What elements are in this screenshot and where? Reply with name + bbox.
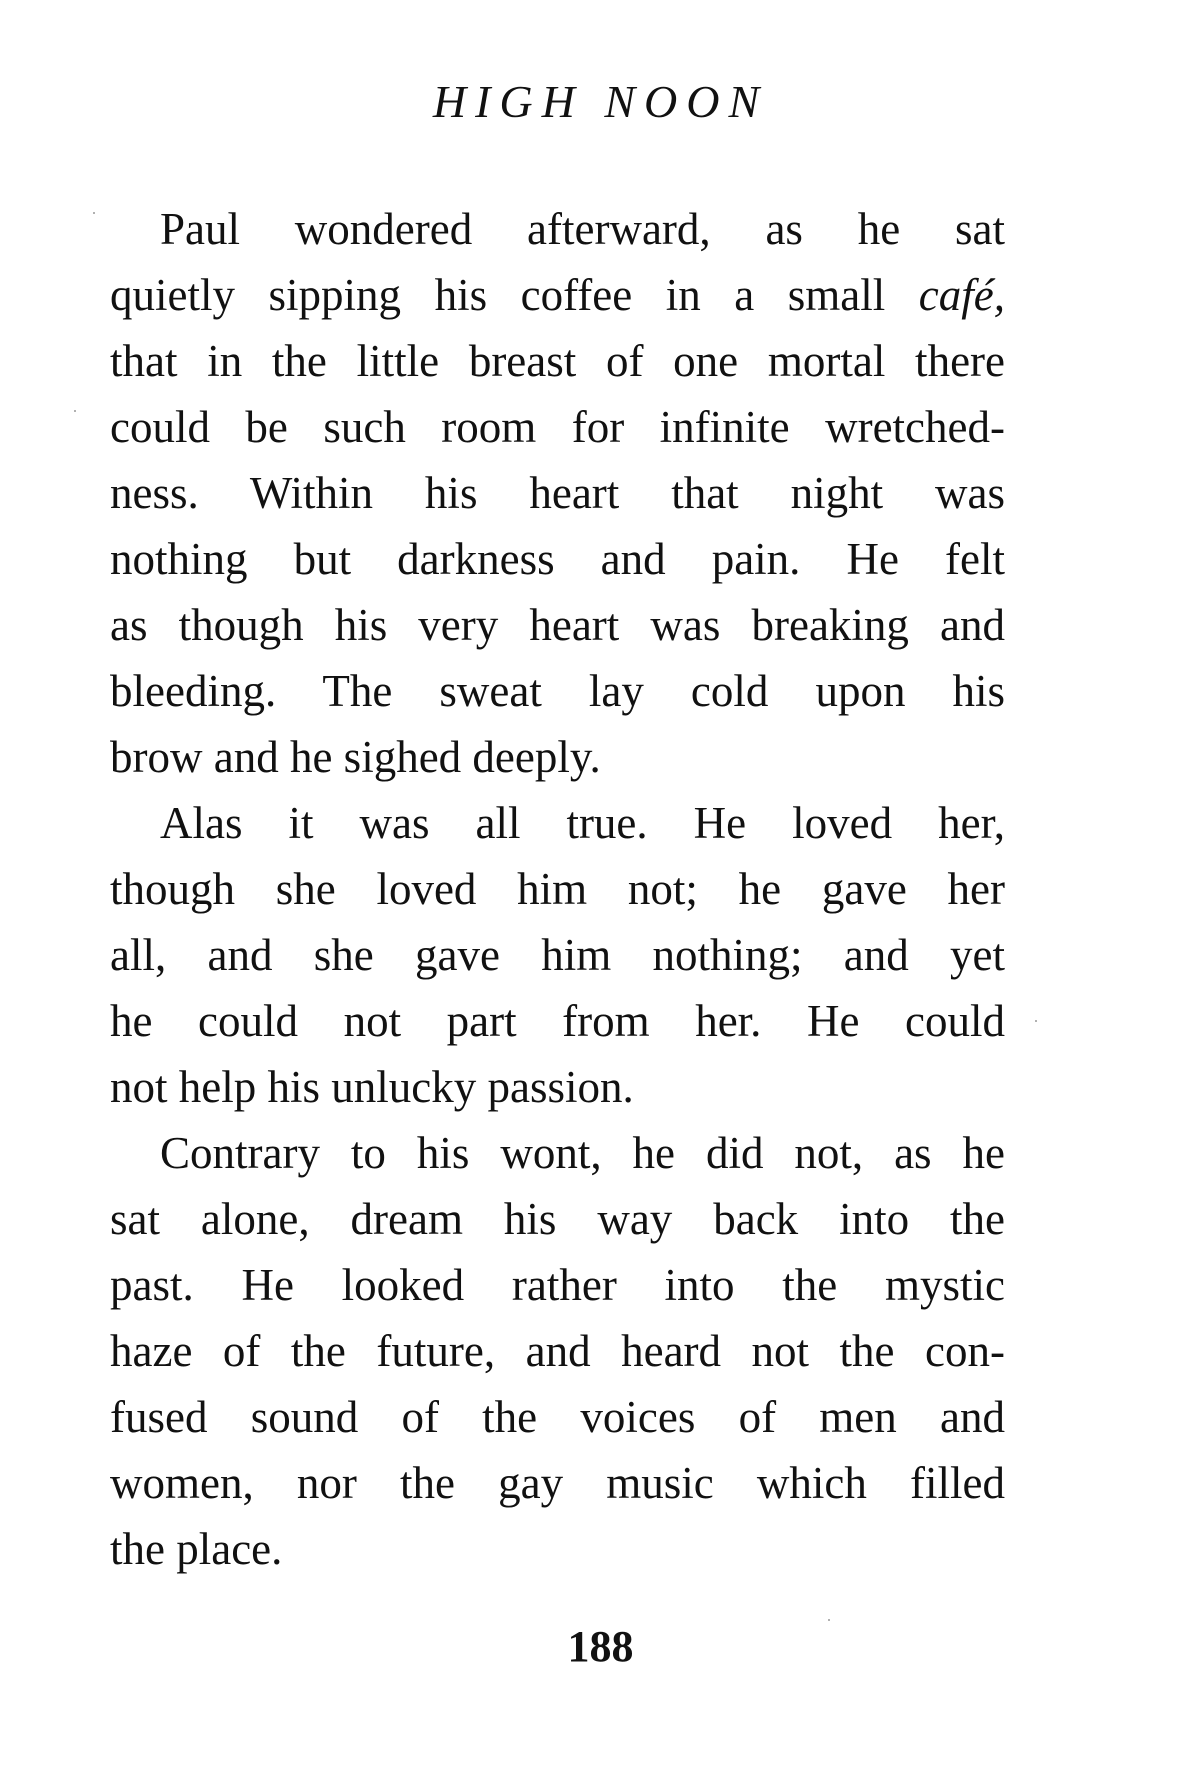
text-line: could be such room for infinite wretched- [110,402,1005,452]
body-text [110,196,1005,1582]
paragraph-2 [110,790,1005,1120]
text-line: sat alone, dream his way back into the [110,1194,1005,1244]
text-line: nothing but darkness and pain. He felt [110,534,1005,584]
text-line: ness. Within his heart that night was [110,468,1005,518]
text-line: women, nor the gay music which filled [110,1458,1005,1508]
text-line: haze of the future, and heard not the con- [110,1326,1005,1376]
text-line: past. He looked rather into the mystic [110,1260,1005,1310]
text-line: though she loved him not; he gave her [110,864,1005,914]
paragraph-3 [110,1120,1005,1582]
text-line: as though his very heart was breaking and [110,600,1005,650]
paragraph-1 [110,196,1005,790]
paper-speck [1035,1020,1037,1022]
italic-word: café, [918,270,1005,320]
text-line: he could not part from her. He could [110,996,1005,1046]
page-number: 188 [567,1622,634,1671]
text-line: not help his unlucky passion. [110,1062,634,1112]
text-line: that in the little breast of one mortal there [110,336,1005,386]
text-line: fused sound of the voices of men and [110,1392,1005,1442]
running-head: HIGH NOON [432,76,769,127]
paper-speck [93,212,95,214]
text-line: all, and she gave him nothing; and yet [110,930,1005,980]
text-line: the place. [110,1524,283,1574]
text-line: quietly sipping his coffee in a small café, [110,270,1005,320]
text-line: Contrary to his wont, he did not, as he [160,1128,1005,1178]
text-line: Alas it was all true. He loved her, [160,798,1005,848]
text-line: brow and he sighed deeply. [110,732,601,782]
paper-speck [74,410,76,412]
paper-speck [828,1619,830,1621]
text-line: Paul wondered afterward, as he sat [160,204,1005,254]
text-line: bleeding. The sweat lay cold upon his [110,666,1005,716]
